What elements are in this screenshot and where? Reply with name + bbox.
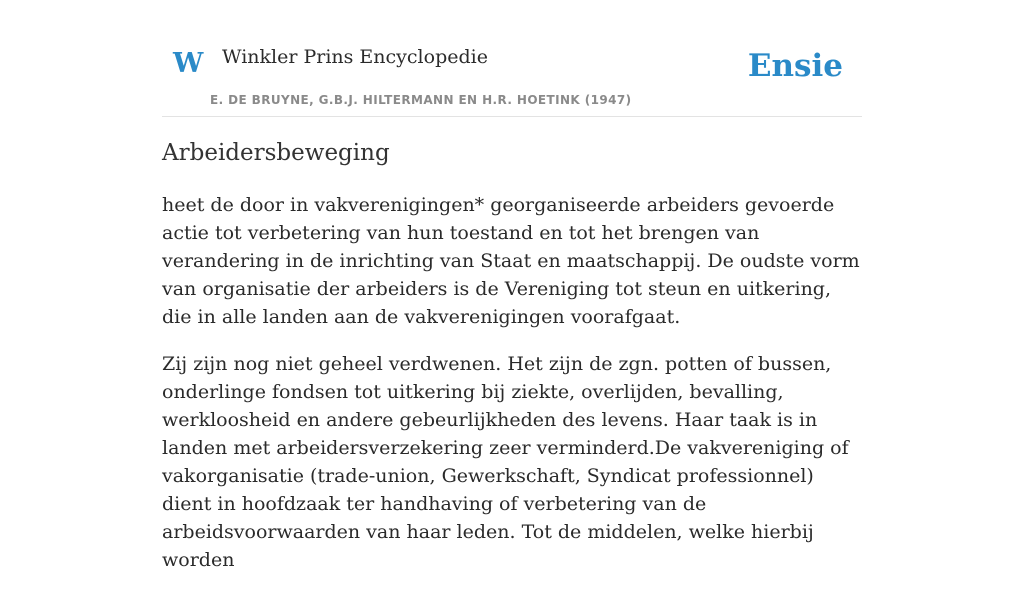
header	[162, 0, 862, 117]
page	[162, 0, 862, 571]
article-body	[162, 191, 862, 593]
winkler-prins-logo[interactable]: W	[173, 48, 204, 79]
book-title[interactable]: Winkler Prins Encyclopedie	[222, 46, 488, 68]
book-authors: E. DE BRUYNE, G.B.J. HILTERMANN EN H.R. HOETINK (1947)	[210, 93, 632, 107]
ensie-logo[interactable]: Ensie	[747, 48, 843, 84]
article-title: Arbeidersbeweging	[162, 140, 390, 166]
article-paragraph: heet de door in vakverenigingen* georganiseerde arbeiders gevoerde actie tot verbetering van hun toestand en tot het brengen van verandering in de inrichting van Staat en maatschappij. De oudste vorm van organisatie der arbeiders is de Vereniging tot steun en uitkering, die in alle landen aan de vakverenigingen voorafgaat.	[162, 194, 860, 328]
article-paragraph: Zij zijn nog niet geheel verdwenen. Het zijn de zgn. potten of bussen, onderlinge fondsen tot uitkering bij ziekte, overlijden, bevalling, werkloosheid en andere gebeurlijkheden des levens. Haar taak is in landen met arbeidersverzekering zeer verminderd.De vakvereniging of vakorganisatie (trade-union, Gewerkschaft, Syndicat professionnel) dient in hoofdzaak ter handhaving of verbetering van de arbeidsvoorwaarden van haar leden. Tot de middelen, welke hierbij worden	[162, 353, 849, 571]
